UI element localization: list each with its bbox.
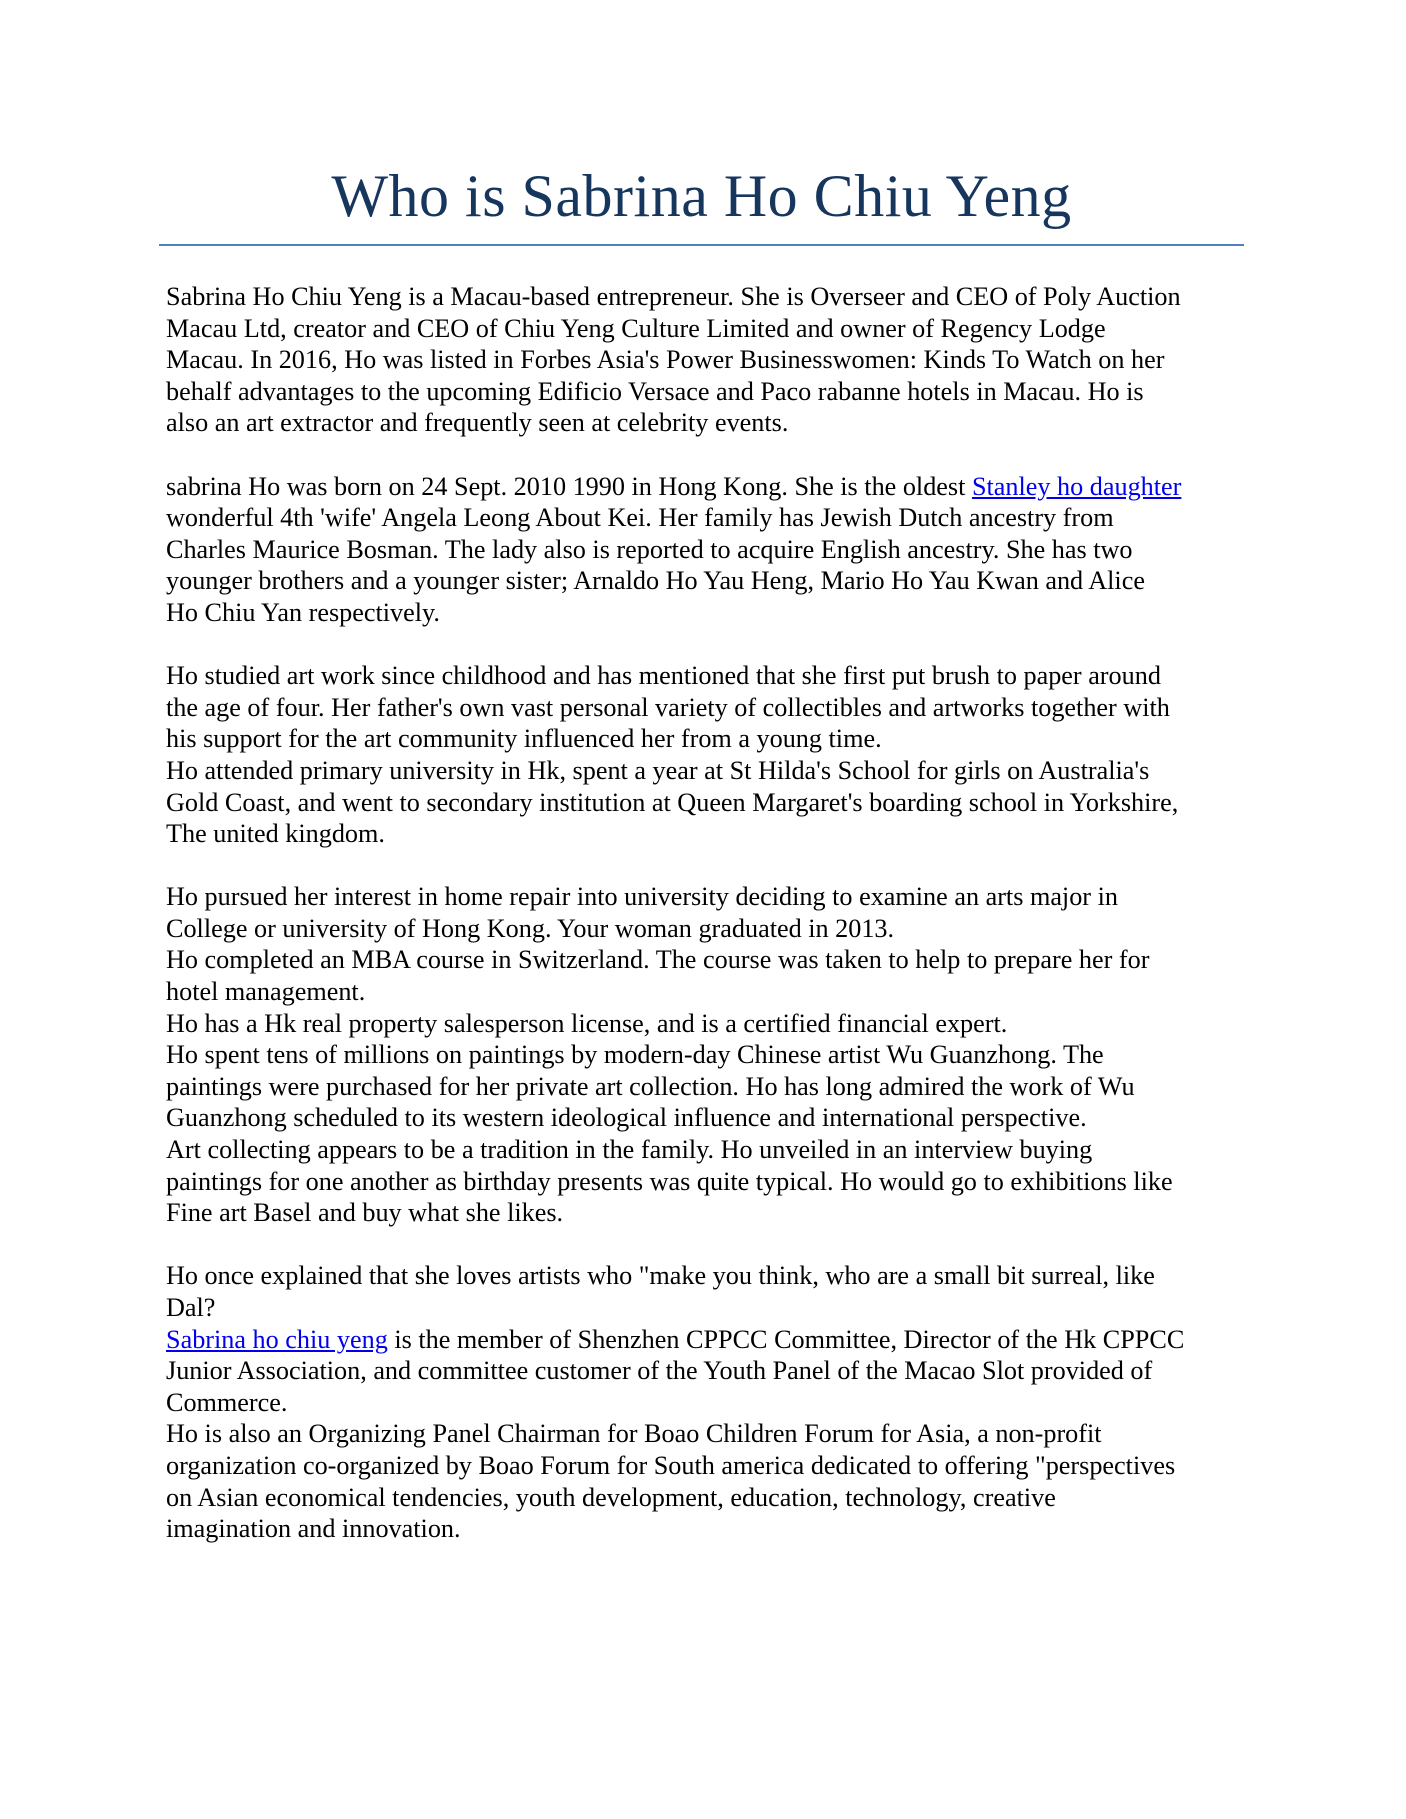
sabrina-ho-chiu-yeng-link[interactable]: Sabrina ho chiu yeng bbox=[166, 1324, 388, 1354]
paragraph-intro bbox=[166, 281, 1256, 439]
text-line: on Asian economical tendencies, youth development, education, technology, creative bbox=[166, 1482, 1056, 1512]
title-underline-divider bbox=[159, 244, 1244, 246]
text-line: Macau. In 2016, Ho was listed in Forbes Asia's Power Businesswomen: Kinds To Watch on her bbox=[166, 345, 1165, 375]
text-line: Ho Chiu Yan respectively. bbox=[166, 597, 440, 627]
text-line: Ho is also an Organizing Panel Chairman for Boao Children Forum for Asia, a non-profit bbox=[166, 1419, 1102, 1449]
text-line: College or university of Hong Kong. Your woman graduated in 2013. bbox=[166, 913, 895, 943]
text-line: paintings for one another as birthday presents was quite typical. Ho would go to exhibitions like bbox=[166, 1166, 1173, 1196]
text-line: imagination and innovation. bbox=[166, 1514, 461, 1544]
text-line: the age of four. Her father's own vast personal variety of collectibles and artworks together with bbox=[166, 692, 1170, 722]
text-line: Gold Coast, and went to secondary institution at Queen Margaret's boarding school in Yorkshire, bbox=[166, 787, 1179, 817]
text-line bbox=[166, 471, 1256, 503]
text-line: behalf advantages to the upcoming Edificio Versace and Paco rabanne hotels in Macau. Ho is bbox=[166, 376, 1144, 406]
text-line: hotel management. bbox=[166, 977, 366, 1007]
text-line: Ho once explained that she loves artists who "make you think, who are a small bit surreal, like bbox=[166, 1261, 1155, 1291]
text-line: paintings were purchased for her private art collection. Ho has long admired the work of Wu bbox=[166, 1071, 1135, 1101]
text-line: Sabrina Ho Chiu Yeng is a Macau-based entrepreneur. She is Overseer and CEO of Poly Auction bbox=[166, 282, 1181, 311]
paragraph-university-art-collecting bbox=[166, 881, 1256, 1229]
page-title: Who is Sabrina Ho Chiu Yeng bbox=[331, 163, 1072, 229]
text-line: organization co-organized by Boao Forum for South america dedicated to offering "perspectives bbox=[166, 1450, 1176, 1480]
stanley-ho-daughter-link[interactable]: Stanley ho daughter bbox=[971, 471, 1182, 501]
text-line: Ho attended primary university in Hk, spent a year at St Hilda's School for girls on Australia's bbox=[166, 755, 1150, 785]
text-line: Ho completed an MBA course in Switzerland. The course was taken to help to prepare her for bbox=[166, 945, 1150, 975]
text-line: Ho spent tens of millions on paintings by modern-day Chinese artist Wu Guanzhong. The bbox=[166, 1040, 1104, 1070]
text-line: Fine art Basel and buy what she likes. bbox=[166, 1198, 564, 1228]
text-line: Charles Maurice Bosman. The lady also is reported to acquire English ancestry. She has two bbox=[166, 534, 1133, 564]
text-line: Art collecting appears to be a tradition in the family. Ho unveiled in an interview buying bbox=[166, 1135, 1093, 1165]
paragraph-roles bbox=[166, 1260, 1256, 1544]
text-line: Macau Ltd, creator and CEO of Chiu Yeng Culture Limited and owner of Regency Lodge bbox=[166, 313, 1106, 343]
text-segment: is the member of Shenzhen CPPCC Committee, Director of the Hk CPPCC bbox=[387, 1324, 1185, 1354]
text-line: Ho pursued her interest in home repair into university deciding to examine an arts major in bbox=[166, 882, 1118, 912]
text-line: Junior Association, and committee customer of the Youth Panel of the Macao Slot provided of bbox=[166, 1356, 1153, 1386]
text-line: his support for the art community influenced her from a young time. bbox=[166, 724, 882, 754]
text-line: also an art extractor and frequently seen at celebrity events. bbox=[166, 408, 789, 438]
text-line: Ho has a Hk real property salesperson license, and is a certified financial expert. bbox=[166, 1008, 1008, 1038]
text-line: wonderful 4th 'wife' Angela Leong About Kei. Her family has Jewish Dutch ancestry from bbox=[166, 503, 1114, 533]
text-line: Ho studied art work since childhood and has mentioned that she first put brush to paper around bbox=[166, 661, 1161, 691]
text-line: Guanzhong scheduled to its western ideological influence and international perspective. bbox=[166, 1103, 1087, 1133]
document-body bbox=[166, 281, 1256, 1576]
text-line: The united kingdom. bbox=[166, 819, 385, 849]
text-line: Commerce. bbox=[166, 1387, 288, 1417]
text-segment: sabrina Ho was born on 24 Sept. 2010 1990 in Hong Kong. She is the oldest bbox=[166, 471, 972, 501]
paragraph-childhood-education bbox=[166, 660, 1256, 850]
text-line bbox=[166, 1324, 1256, 1356]
text-line: younger brothers and a younger sister; Arnaldo Ho Yau Heng, Mario Ho Yau Kwan and Alice bbox=[166, 566, 1145, 596]
paragraph-family bbox=[166, 471, 1256, 629]
text-line: Dal? bbox=[166, 1293, 216, 1322]
